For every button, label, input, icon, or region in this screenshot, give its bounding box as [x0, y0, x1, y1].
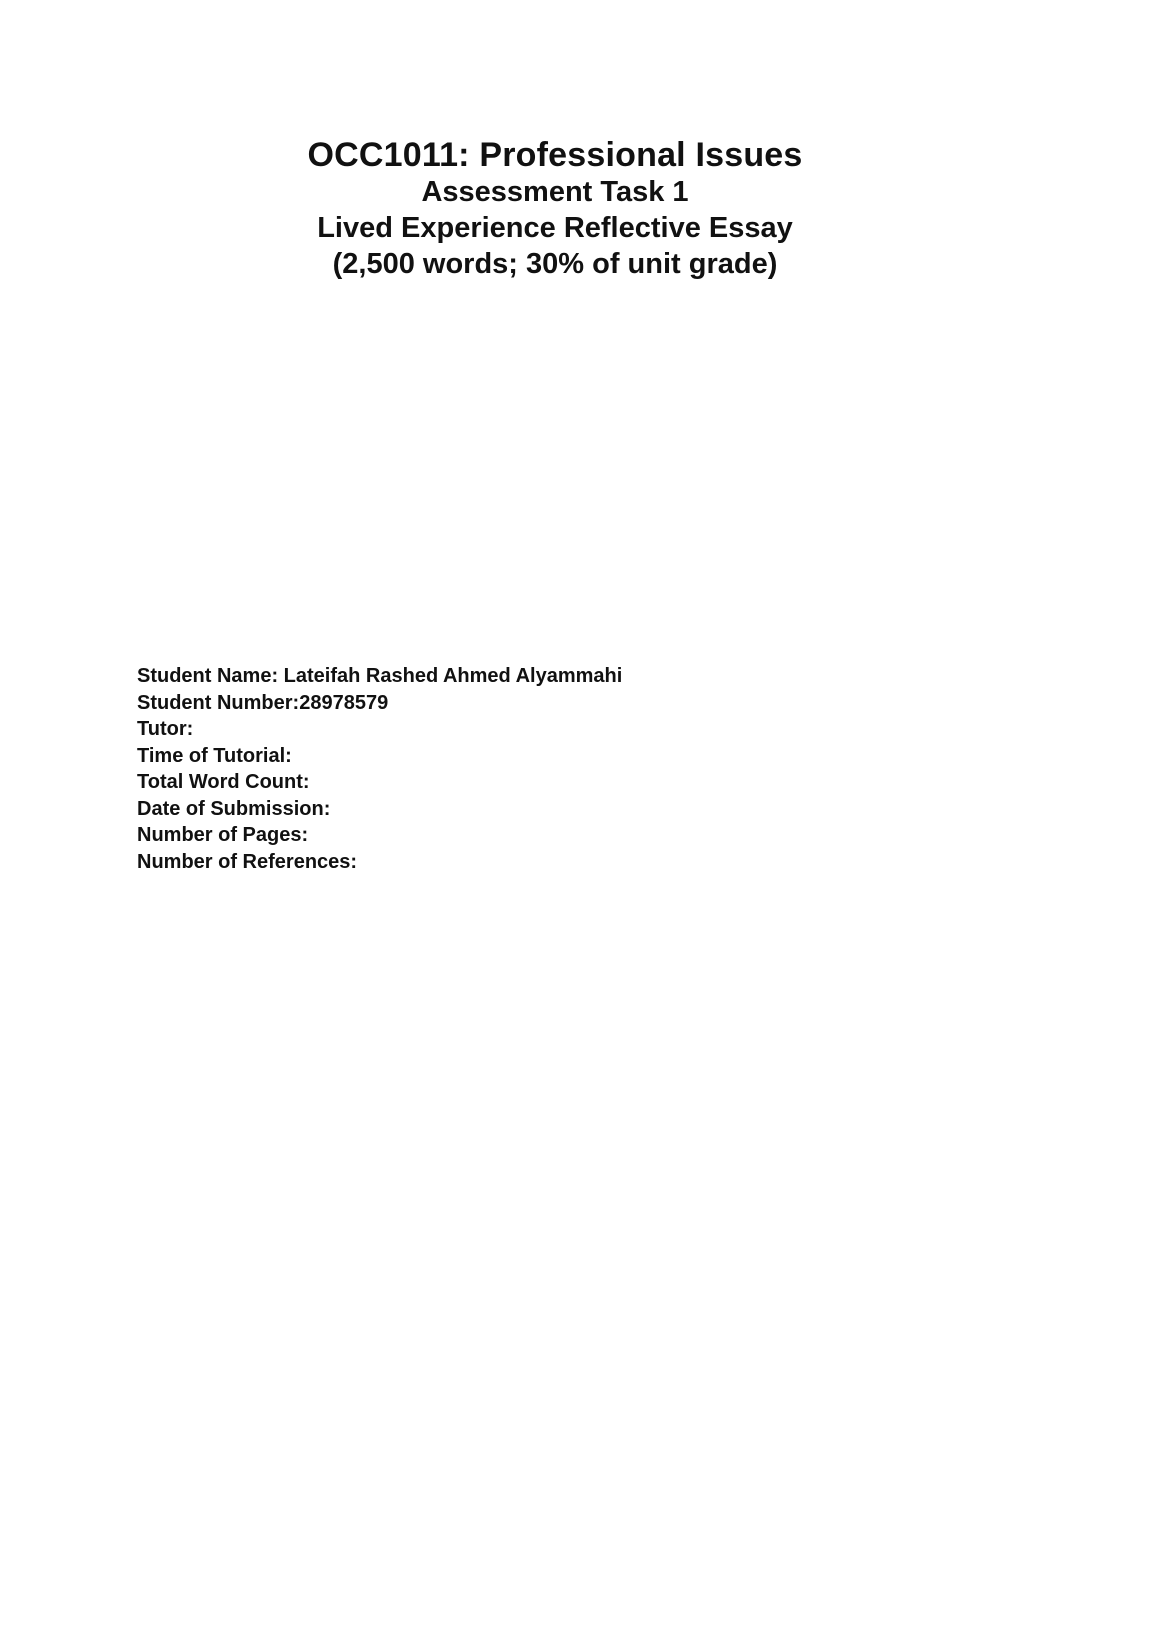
title-block: [0, 136, 1110, 282]
document-subtitle-task: Assessment Task 1: [421, 176, 689, 208]
tutorial-time-line: Time of Tutorial:: [137, 744, 292, 767]
student-number-line: Student Number:28978579: [137, 691, 389, 714]
word-count-line: Total Word Count:: [137, 771, 310, 793]
student-name-line: Student Name: Lateifah Rashed Ahmed Alyammahi: [137, 665, 623, 687]
submission-date-line: Date of Submission:: [137, 797, 331, 820]
document-subtitle-essay: Lived Experience Reflective Essay: [317, 212, 793, 244]
tutor-line: Tutor:: [137, 718, 194, 740]
student-details-block: [137, 663, 622, 875]
references-count-line: Number of References:: [137, 850, 358, 873]
document-subtitle-wordcount: (2,500 words; 30% of unit grade): [332, 248, 778, 280]
pages-count-line: Number of Pages:: [137, 824, 309, 846]
document-title: OCC1011: Professional Issues: [307, 136, 803, 174]
